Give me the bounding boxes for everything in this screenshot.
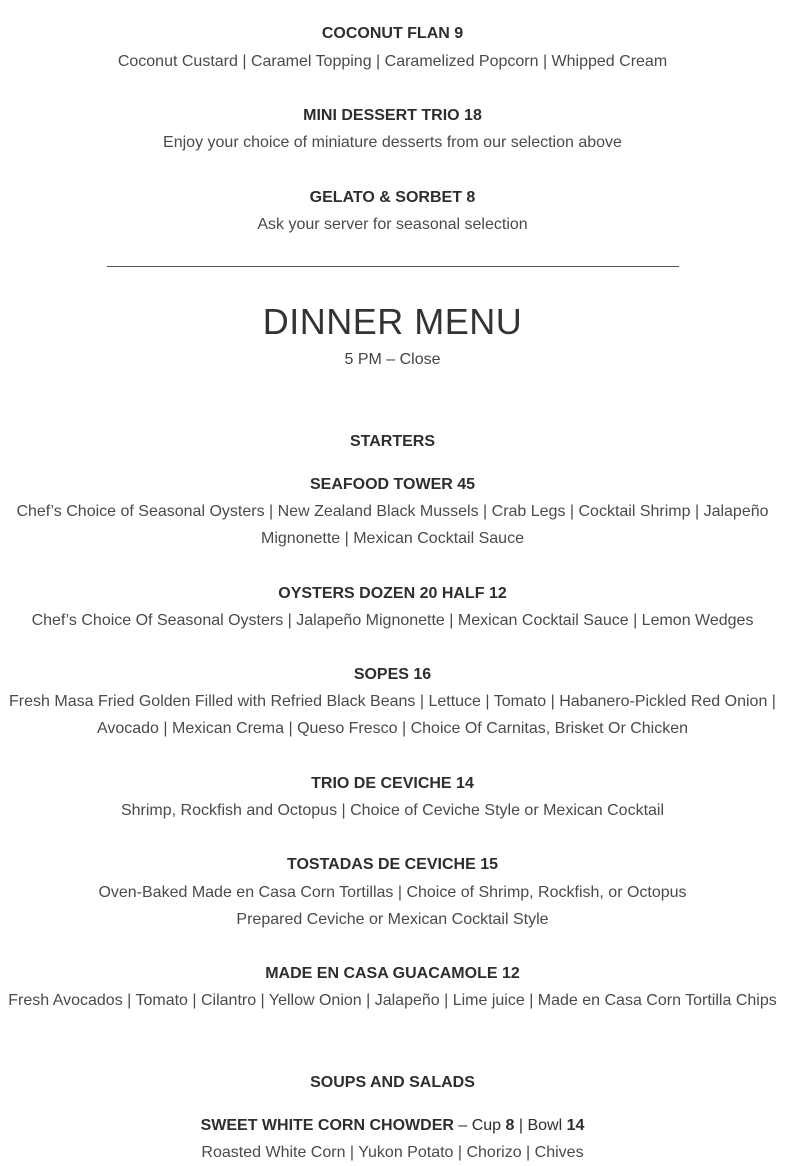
item-desc-mini-dessert-trio: Enjoy your choice of miniature desserts from our selection above — [163, 134, 622, 151]
item-title-oysters: OYSTERS DOZEN 20 HALF 12 — [278, 585, 507, 602]
chowder-name: SWEET WHITE CORN CHOWDER — [200, 1117, 454, 1134]
section-divider — [107, 266, 679, 267]
item-desc-corn-chowder: Roasted White Corn | Yukon Potato | Chorizo | Chives — [201, 1144, 584, 1161]
item-title-seafood-tower: SEAFOOD TOWER 45 — [309, 476, 476, 493]
item-title-guacamole: MADE EN CASA GUACAMOLE 12 — [265, 965, 520, 982]
chowder-cup-label: – Cup — [453, 1117, 506, 1134]
item-title-gelato-sorbet: GELATO & SORBET 8 — [309, 189, 476, 206]
item-title-sopes: SOPES 16 — [353, 666, 432, 683]
item-title-tostadas-de-ceviche: TOSTADAS DE CEVICHE 15 — [286, 856, 498, 873]
item-desc-gelato-sorbet: Ask your server for seasonal selection — [257, 216, 528, 233]
item-title-mini-dessert-trio: MINI DESSERT TRIO 18 — [303, 107, 482, 124]
item-desc-coconut-flan: Coconut Custard | Caramel Topping | Caramelized Popcorn | Whipped Cream — [117, 53, 668, 70]
item-desc-oysters: Chef’s Choice Of Seasonal Oysters | Jalapeño Mignonette | Mexican Cocktail Sauce | Lemon Wedges — [31, 612, 754, 629]
starters-heading: STARTERS — [349, 433, 436, 450]
soups-salads-heading: SOUPS AND SALADS — [310, 1074, 475, 1091]
chowder-cup-price: 8 — [505, 1117, 515, 1134]
dinner-hours: 5 PM – Close — [344, 351, 441, 368]
chowder-bowl-label: | Bowl — [514, 1117, 567, 1134]
item-title-trio-de-ceviche: TRIO DE CEVICHE 14 — [311, 775, 474, 792]
item-desc-sopes: Fresh Masa Fried Golden Filled with Refried Black Beans | Lettuce | Tomato | Habanero-Pickled Red Onion | Avocado | Mexican Crema | Queso Fresco | Choice Of Carnitas, Brisket Or Chicken — [9, 693, 776, 737]
item-desc-guacamole: Fresh Avocados | Tomato | Cilantro | Yellow Onion | Jalapeño | Lime juice | Made en Casa Corn Tortilla Chips — [8, 992, 777, 1009]
chowder-bowl-price: 14 — [566, 1117, 585, 1134]
item-desc-tostadas-line-2: Prepared Ceviche or Mexican Cocktail Style — [236, 911, 549, 928]
item-title-coconut-flan: COCONUT FLAN 9 — [321, 25, 464, 42]
item-title-corn-chowder — [0, 1116, 785, 1136]
item-desc-tostadas-line-1: Oven-Baked Made en Casa Corn Tortillas | Choice of Shrimp, Rockfish, or Octopus — [98, 884, 687, 901]
item-desc-seafood-tower: Chef’s Choice of Seasonal Oysters | New Zealand Black Mussels | Crab Legs | Cocktail Shrimp | Jalapeño Mignonette | Mexican Cocktail Sauce — [16, 503, 769, 547]
item-desc-trio-de-ceviche: Shrimp, Rockfish and Octopus | Choice of Ceviche Style or Mexican Cocktail — [120, 802, 665, 819]
dinner-menu-title: DINNER MENU — [262, 301, 523, 342]
